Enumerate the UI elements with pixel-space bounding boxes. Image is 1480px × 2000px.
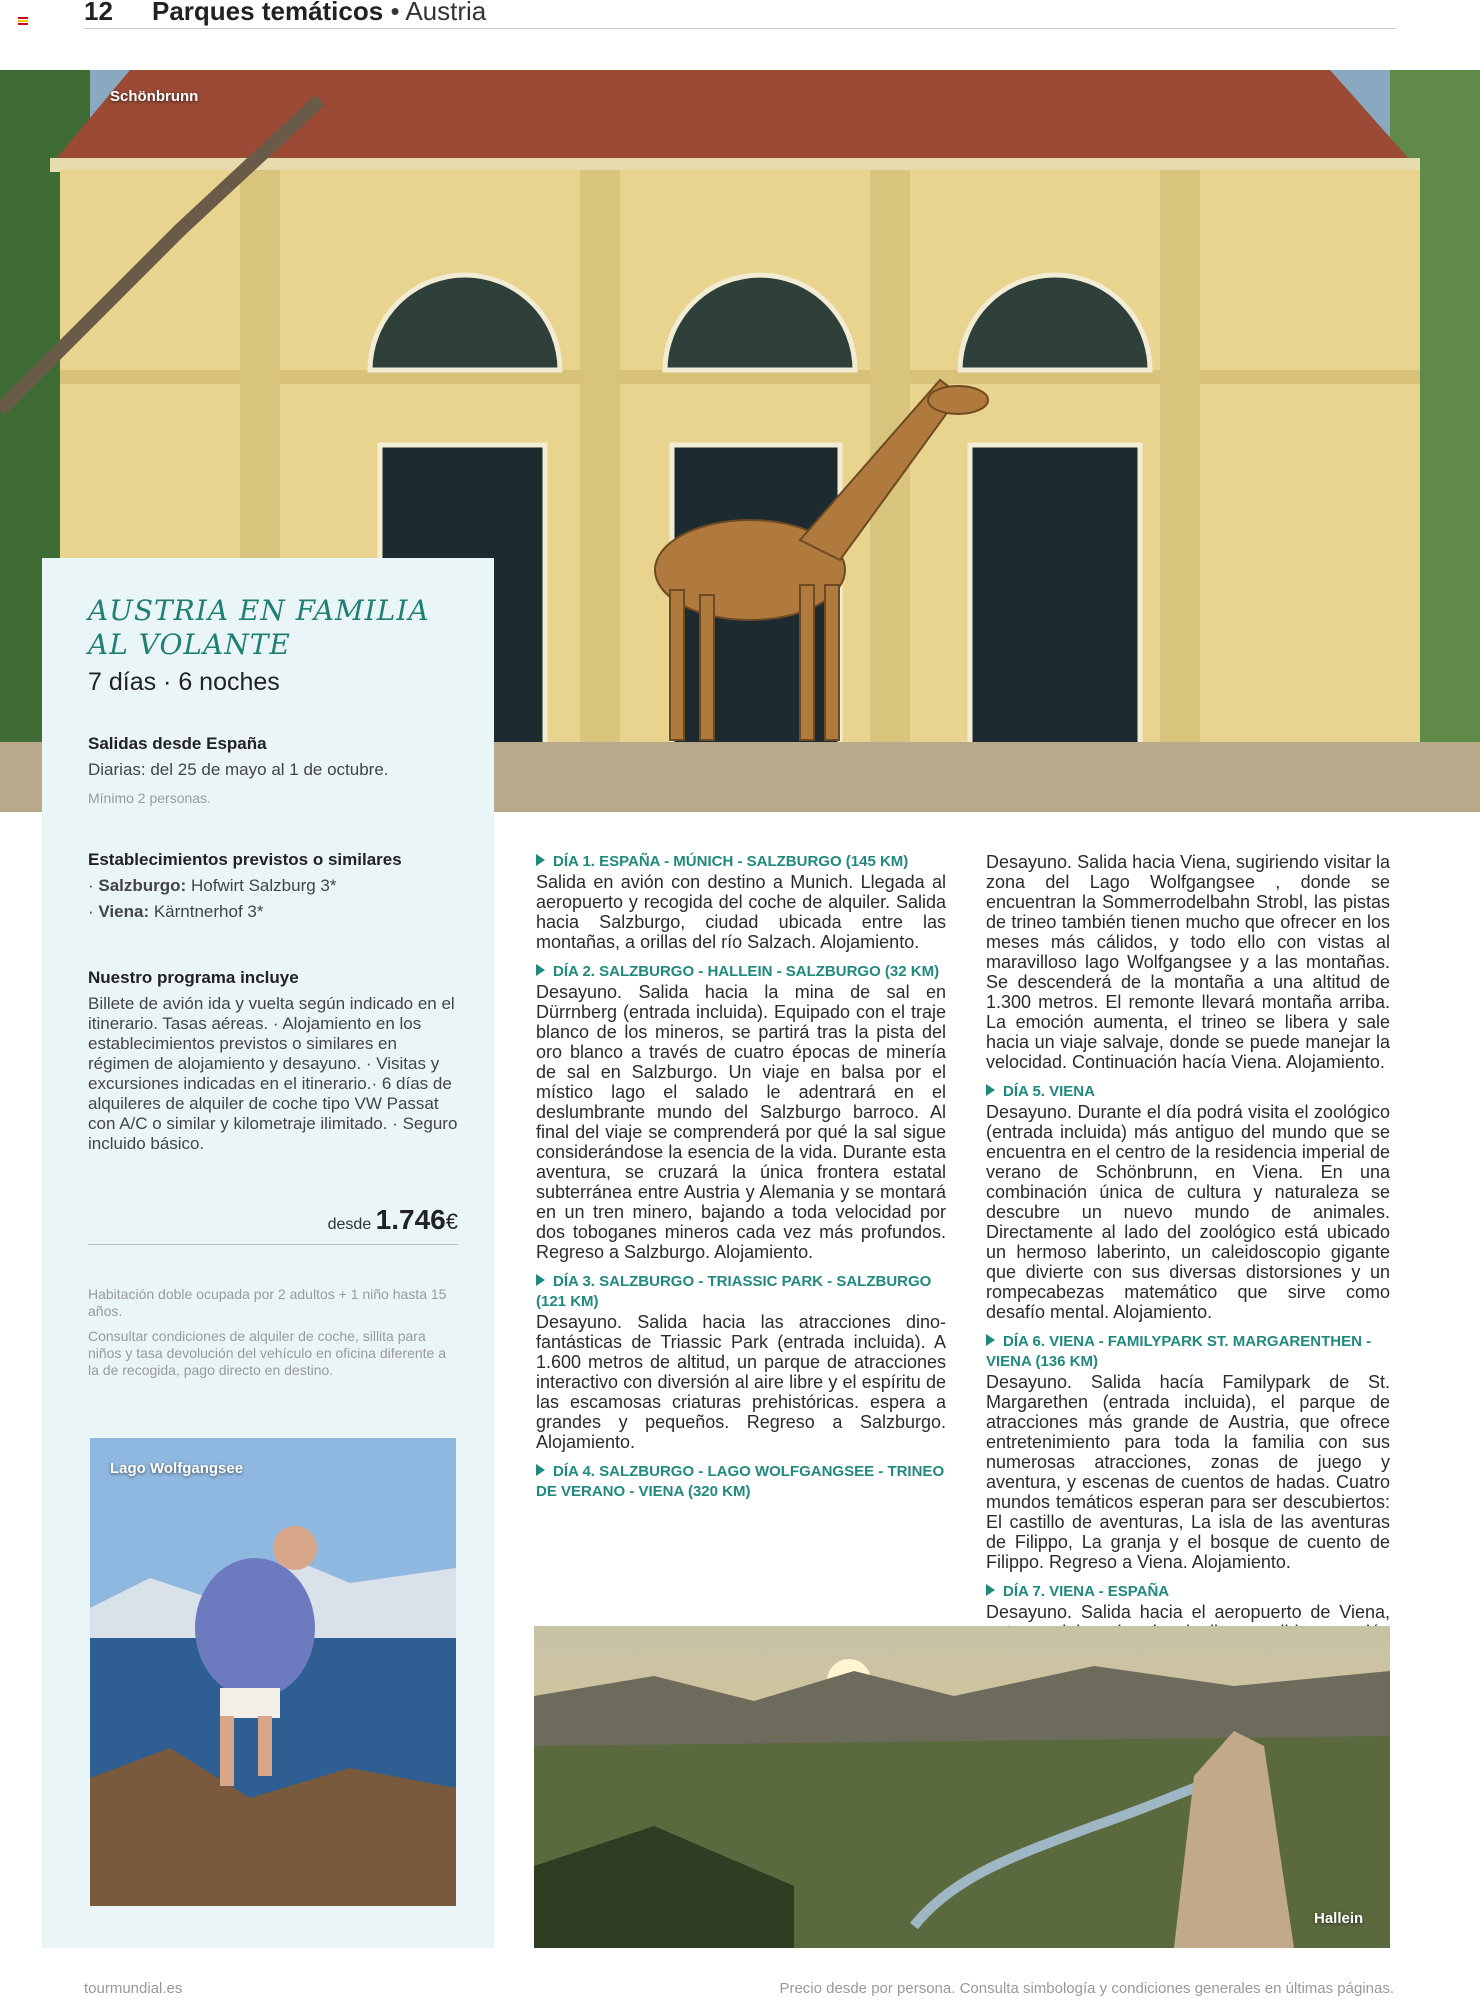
hallein-photo <box>534 1626 1390 1948</box>
day-heading <box>536 1272 946 1312</box>
hotel-city: Viena: <box>98 902 150 921</box>
day-heading <box>536 962 946 982</box>
price-note-room: Habitación doble ocupada por 2 adultos + 1 niño hasta 15 años. <box>88 1286 447 1319</box>
hotel-item: · Salzburgo: Hofwirt Salzburg 3* <box>88 876 337 895</box>
price-note-car: Consultar condiciones de alquiler de coche, sillita para niños y tasa devolución del vehículo en oficina diferente a la de recogida, pago directo en destino. <box>88 1328 447 1378</box>
hotel-name: Kärntnerhof 3* <box>153 902 264 921</box>
itinerary-column-1 <box>536 852 946 1502</box>
itinerary-day <box>536 1462 946 1502</box>
page-header <box>84 0 1396 29</box>
arrow-icon <box>536 1464 545 1476</box>
day-heading <box>536 852 946 872</box>
day-title: DÍA 6. VIENA - FAMILYPARK ST. MARGARENTHEN - VIENA (136 KM) <box>986 1333 1372 1370</box>
valley-photo-label: Hallein <box>1314 1910 1364 1927</box>
itinerary-day <box>986 1332 1390 1572</box>
valley-illustration <box>534 1626 1390 1948</box>
day-heading <box>986 1332 1390 1372</box>
day-heading <box>986 1582 1390 1602</box>
day-title: DÍA 7. VIENA - ESPAÑA <box>1003 1583 1170 1600</box>
hotel-name: Hofwirt Salzburg 3* <box>190 876 337 895</box>
spain-flag-icon <box>18 17 28 25</box>
day-title: DÍA 2. SALZBURGO - HALLEIN - SALZBURGO (32 KM) <box>553 963 940 980</box>
page-number: 12 <box>84 0 113 26</box>
itinerary-day <box>986 1082 1390 1322</box>
day-text: Desayuno. Salida hacia la mina de sal en Dürrnberg (entrada incluida). Equipado con el traje blanco de los mineros, se partirá tras la pista del oro blanco a través de cuatro épocas de minería de sal en Salzburgo. Un viaje en balsa por el místico lago el salado le adentrará en el deslumbrante mundo del Salzburgo barroco. Al final del viaje se comprenderá por qué la sal sigue considerándose la esencia de la vida. Durante esta aventura, se cruzará la única frontera estatal subterránea entre Austria y Alemania y se montará en un tren minero, bajando a toda velocidad por dos toboganes mineros cada vez más profundos. Regreso a Salzburgo. Alojamiento. <box>536 982 946 1262</box>
arrow-icon <box>536 964 545 976</box>
day-text: Desayuno. Durante el día podrá visita el zoológico (entrada incluida) más antiguo del mundo que se encuentra en el centro de la residencia imperial de verano de Schönbrunn, en Viena. En una combinación única de cultura y naturaleza se descubre un nuevo mundo de animales. Directamente al lado del zoológico está ubicado un hermoso laberinto, un caleidoscopio gigante que divierte con sus diversas distorsiones y un rompecabezas matemático que sirve como desafío mental. Alojamiento. <box>986 1102 1390 1322</box>
day-title: DÍA 4. SALZBURGO - LAGO WOLFGANGSEE - TRINEO DE VERANO - VIENA (320 KM) <box>536 1463 945 1500</box>
hotel-city: Salzburgo: <box>98 876 187 895</box>
itinerary-day <box>536 962 946 1262</box>
day-text: Desayuno. Salida hacía Familypark de St. Margarethen (entrada incluida), el parque de atracciones más grande de Austria, que ofrece entretenimiento para toda la familia con sus numerosas atracciones, zonas de juego y aventura, y escenas de cuentos de hadas. Cuatro mundos temáticos esperan para ser descubiertos: El castillo de aventuras, La isla de las aventuras de Filippo, La granja y el bosque de cuento de Filippo. Regreso a Viena. Alojamiento. <box>986 1372 1390 1572</box>
itinerary-column-2 <box>986 852 1390 1672</box>
price-from-label: desde <box>327 1216 372 1233</box>
day-text: Desayuno. Salida hacia las atracciones dino-fantásticas de Triassic Park (entrada incluida). A 1.600 metros de altitud, un parque de atracciones interactivo con diversión al aire libre y el espíritu de las escamosas criaturas prehistóricas. espera a grandes y pequeños. Regreso a Salzburgo. Alojamiento. <box>536 1312 946 1452</box>
day-title: DÍA 1. ESPAÑA - MÚNICH - SALZBURGO (145 KM) <box>553 853 909 870</box>
day-text: Desayuno. Salida hacia el aeropuerto de Viena, <box>986 1602 1390 1622</box>
hotels-heading: Establecimientos previstos o similares <box>88 850 402 869</box>
page-title <box>152 0 486 27</box>
day-title: DÍA 5. VIENA <box>1003 1083 1095 1100</box>
price-currency: € <box>445 1209 458 1234</box>
itinerary-day <box>536 1272 946 1452</box>
lake-wolfgangsee-photo <box>90 1438 456 1906</box>
trip-title: AUSTRIA EN FAMILIA AL VOLANTE <box>88 594 430 661</box>
day-heading <box>536 1462 946 1502</box>
day-title: DÍA 3. SALZBURGO - TRIASSIC PARK - SALZBURGO (121 KM) <box>536 1273 932 1310</box>
day-text: Desayuno. Salida hacia Viena, sugiriendo visitar la zona del Lago Wolfgangsee , donde se encuentran la Sommerrodelbahn Strobl, las pistas de trineo también tienen mucho que ofrecer en los meses más cálidos, y todo ello con vistas al maravilloso lago Wolfgangsee y a las montañas. Se descenderá de la montaña a una altitud de 1.300 metros. El remonte llevará montaña arriba. La emoción aumenta, el trineo se libera y sale hacia un viaje salvaje, donde se puede manejar la velocidad. Continuación hacía Viena. Alojamiento. <box>986 852 1390 1072</box>
trip-duration: 7 días · 6 noches <box>88 668 280 696</box>
price-row <box>88 1204 458 1245</box>
departures-block <box>88 734 468 807</box>
itinerary-day <box>536 852 946 952</box>
lake-photo-label: Lago Wolfgangsee <box>110 1460 244 1477</box>
section-title: Parques temáticos <box>152 0 384 26</box>
price-amount: 1.746 <box>375 1204 446 1235</box>
arrow-icon <box>986 1084 995 1096</box>
includes-heading: Nuestro programa incluye <box>88 968 299 987</box>
day-heading <box>986 1082 1390 1102</box>
departures-text: Diarias: del 25 de mayo al 1 de octubre. <box>88 760 389 779</box>
arrow-icon <box>986 1584 995 1596</box>
departures-heading: Salidas desde España <box>88 734 267 753</box>
title-separator: • <box>383 0 406 26</box>
footer-disclaimer: Precio desde por persona. Consulta simbología y condiciones generales en últimas páginas. <box>779 1980 1394 1997</box>
arrow-icon <box>536 1274 545 1286</box>
includes-block <box>88 968 458 1154</box>
hotels-block <box>88 850 468 922</box>
minimum-people: Mínimo 2 personas. <box>88 790 211 806</box>
trip-info-panel <box>42 558 494 1948</box>
hero-photo-label: Schönbrunn <box>110 88 199 105</box>
lake-illustration <box>90 1438 456 1906</box>
arrow-icon <box>536 854 545 866</box>
footer-website: tourmundial.es <box>84 1980 183 1997</box>
country-title: Austria <box>405 0 487 26</box>
arrow-icon <box>986 1334 995 1346</box>
includes-text: Billete de avión ida y vuelta según indicado en el itinerario. Tasas aéreas. · Alojamiento en los establecimientos previstos o similares en régimen de alojamiento y desayuno. · Visitas y excursiones indicadas en el itinerario.· 6 días de alquileres de alquiler de coche tipo VW Passat con A/C o similar y kilometraje ilimitado. · Seguro incluido básico. <box>88 994 458 1153</box>
hotel-item: · Viena: Kärntnerhof 3* <box>88 902 264 921</box>
day-text: Salida en avión con destino a Munich. Llegada al aeropuerto y recogida del coche de alquiler. Salida hacia Salzburgo, ciudad ubicada entre las montañas, a orillas del río Salzach. Alojamiento. <box>536 872 946 952</box>
